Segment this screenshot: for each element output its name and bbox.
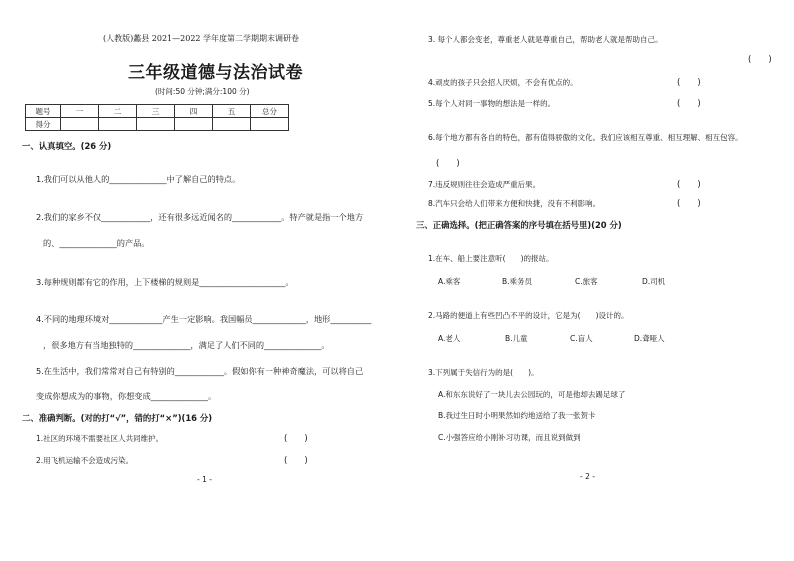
question-text: ，很多地方有当地独特的______________，满足了人们不同的______________。 <box>43 340 330 350</box>
page-title: 三年级道德与法治试卷 <box>128 63 303 83</box>
score-table-header-row <box>26 105 289 118</box>
option-a[interactable]: A.和东东说好了一块儿去公园玩的，可是他却去踢足球了 <box>438 390 626 399</box>
answer-paren[interactable]: ( ) <box>436 159 460 169</box>
section-heading: 二、准确判断。(对的打“√”，错的打“×”)(16 分) <box>22 413 213 423</box>
question-text: 1.在车、船上要注意听( )的报站。 <box>428 254 554 263</box>
section-heading: 三、正确选择。(把正确答案的序号填在括号里)(20 分) <box>416 220 622 230</box>
score-table <box>25 104 289 131</box>
answer-paren[interactable]: ( ) <box>284 434 308 444</box>
exam-meta: (时间:50 分钟;满分:100 分) <box>155 87 250 96</box>
question-text: 5.每个人对同一事物的想法是一样的。 <box>428 99 556 108</box>
score-cell: 二 <box>99 105 137 118</box>
section-heading: 一、认真填空。(26 分) <box>22 141 112 151</box>
score-input-cell[interactable] <box>61 118 99 131</box>
question-text: 2.马路的便道上有些凹凸不平的设计，它是为( )设计的。 <box>428 311 629 320</box>
answer-paren[interactable]: ( ) <box>677 180 701 190</box>
score-cell: 得分 <box>26 118 61 131</box>
question-text: 4.不同的地理环境对_____________产生一定影响。我国幅员_____________，地形__________ <box>36 314 372 324</box>
answer-paren[interactable]: ( ) <box>677 199 701 209</box>
score-table-score-row <box>26 118 289 131</box>
question-text: 6.每个地方都有各自的特色，都有值得骄傲的文化。我们应该相互尊重、相互理解、相互包容。 <box>428 133 743 142</box>
score-cell: 四 <box>175 105 213 118</box>
question-text: 1.社区的环境不需要社区人共同维护。 <box>36 434 164 443</box>
question-text: 1.我们可以从他人的______________中了解自己的特点。 <box>36 174 241 184</box>
score-input-cell[interactable] <box>213 118 251 131</box>
option-c[interactable]: C.旅客 <box>575 277 598 286</box>
page-number: - 1 - <box>197 475 212 484</box>
question-text: 5.在生活中，我们常常对自己有特别的____________。假如你有一种神奇魔法，可以将自己 <box>36 366 364 376</box>
answer-paren[interactable]: ( ) <box>677 78 701 88</box>
option-b[interactable]: B.儿童 <box>505 334 528 343</box>
answer-paren[interactable]: ( ) <box>677 99 701 109</box>
exam-source: (人教版)蠡县 2021—2022 学年度第二学期期末调研卷 <box>103 34 300 43</box>
question-text: 2.我们的家乡不仅____________，还有很多远近闻名的____________。特产就是指一个地方 <box>36 212 364 222</box>
question-text: 3. 每个人都会变老，尊重老人就是尊重自己，帮助老人就是帮助自己。 <box>428 35 663 44</box>
question-text: 的、______________的产品。 <box>43 238 150 248</box>
question-text: 3.下列属于失信行为的是( )。 <box>428 368 539 377</box>
answer-paren[interactable]: ( ) <box>284 456 308 466</box>
score-input-cell[interactable] <box>137 118 175 131</box>
option-b[interactable]: B.我过生日时小明果然如约地送给了我一张贺卡 <box>438 411 596 420</box>
option-d[interactable]: D.司机 <box>642 277 666 286</box>
score-cell: 总分 <box>251 105 289 118</box>
question-text: 4.顽皮的孩子只会招人厌烦，不会有优点的。 <box>428 78 578 87</box>
option-b[interactable]: B.乘务员 <box>502 277 533 286</box>
question-text: 7.违反规则往往会造成严重后果。 <box>428 180 541 189</box>
option-a[interactable]: A.老人 <box>438 334 461 343</box>
option-d[interactable]: D.聋哑人 <box>634 334 665 343</box>
score-cell: 题号 <box>26 105 61 118</box>
score-cell: 一 <box>61 105 99 118</box>
option-c[interactable]: C.盲人 <box>570 334 593 343</box>
option-a[interactable]: A.乘客 <box>438 277 461 286</box>
score-cell: 五 <box>213 105 251 118</box>
option-c[interactable]: C.小强答应给小刚补习功课，而且说到做到 <box>438 433 581 442</box>
question-text: 8.汽车只会给人们带来方便和快捷，没有不利影响。 <box>428 199 601 208</box>
score-input-cell[interactable] <box>175 118 213 131</box>
score-input-cell[interactable] <box>251 118 289 131</box>
score-input-cell[interactable] <box>99 118 137 131</box>
question-text: 2.用飞机运输不会造成污染。 <box>36 456 134 465</box>
score-cell: 三 <box>137 105 175 118</box>
answer-paren[interactable]: ( ) <box>748 55 772 65</box>
page-number: - 2 - <box>580 472 595 481</box>
question-text: 变成你想成为的事物，你想变成______________。 <box>36 391 217 401</box>
question-text: 3.每种规则都有它的作用，上下楼梯的规则是_____________________。 <box>36 277 294 287</box>
